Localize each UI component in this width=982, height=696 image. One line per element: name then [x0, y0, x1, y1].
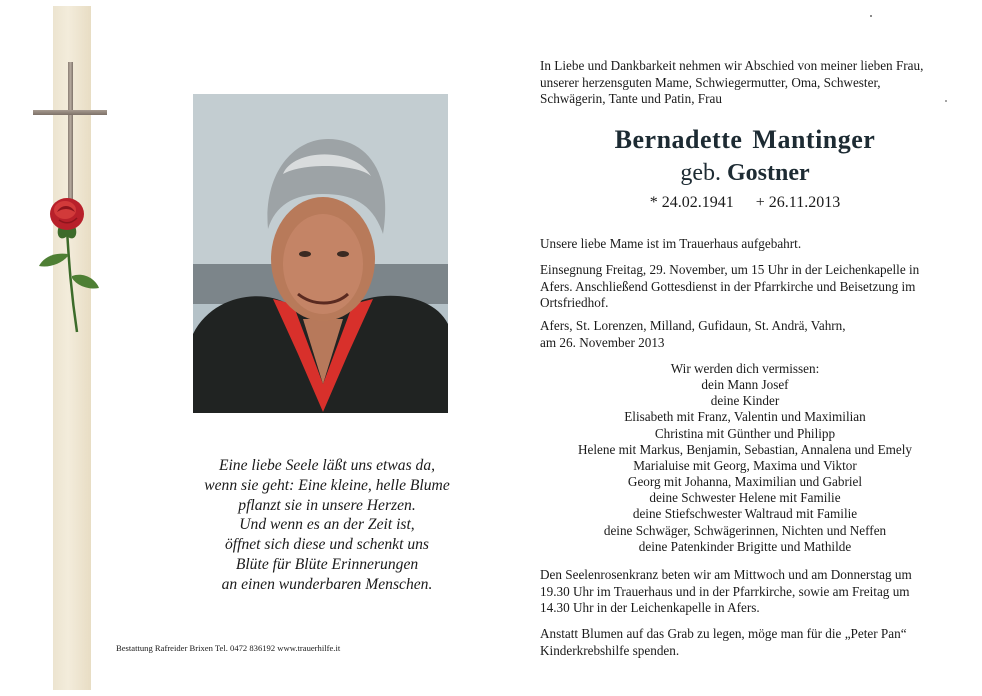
mourner-line: Christina mit Günther und Philipp — [654, 425, 836, 441]
places-date — [540, 318, 950, 351]
mourner-line: Elisabeth mit Franz, Valentin und Maximilian — [624, 409, 866, 425]
rosary-notice — [540, 567, 950, 617]
scan-speck — [945, 100, 947, 102]
rosary-line: 14.30 Uhr in der Leichenkapelle in Afers. — [540, 600, 760, 616]
mourners-list — [540, 361, 950, 555]
maiden-name — [540, 160, 950, 187]
date-line: am 26. November 2013 — [540, 334, 665, 350]
poem-line: Blüte für Blüte Erinnerungen — [235, 555, 419, 573]
blessing-line: Ortsfriedhof. — [540, 295, 609, 311]
intro-line: Schwägerin, Tante und Patin, Frau — [540, 91, 722, 107]
intro-line: In Liebe und Dankbarkeit nehmen wir Abschied von meiner lieben Frau, — [540, 58, 924, 73]
laid-out-notice: Unsere liebe Mame ist im Trauerhaus aufgebahrt. — [540, 236, 802, 251]
blessing-notice — [540, 262, 950, 312]
birth-date: * 24.02.1941 — [649, 194, 734, 211]
poem-line: an einen wunderbaren Menschen. — [221, 575, 433, 593]
poem — [182, 456, 472, 595]
mourner-line: deine Stiefschwester Waltraud mit Familie — [632, 506, 858, 522]
mourner-line: Georg mit Johanna, Maximilian und Gabriel — [627, 474, 863, 490]
life-dates — [540, 194, 950, 212]
donation-line: Anstatt Blumen auf das Grab zu legen, möge man für die „Peter Pan“ — [540, 626, 907, 641]
blessing-line: Afers. Anschließend Gottesdienst in der Pfarrkirche und Beisetzung im — [540, 278, 916, 294]
poem-line: Und wenn es an der Zeit ist, — [239, 516, 415, 534]
intro-line: unserer herzensguten Mame, Schwiegermutter, Oma, Schwester, — [540, 74, 881, 90]
poem-line: öffnet sich diese und schenkt uns — [225, 536, 429, 554]
scan-speck — [870, 15, 872, 17]
blessing-line: Einsegnung Freitag, 29. November, um 15 Uhr in der Leichenkapelle in — [540, 262, 920, 277]
rosary-line: 19.30 Uhr im Trauerhaus und in der Pfarrkirche, sowie am Freitag um — [540, 583, 910, 599]
mourner-line: deine Schwäger, Schwägerinnen, Nichten und Neffen — [603, 522, 887, 538]
mourner-line: deine Kinder — [710, 393, 780, 409]
portrait-photo — [193, 94, 448, 413]
last-name: Mantinger — [752, 125, 876, 154]
mourner-line: Helene mit Markus, Benjamin, Sebastian, Annalena und Emely — [577, 441, 912, 457]
mourner-line: deine Patenkinder Brigitte und Mathilde — [638, 538, 852, 554]
poem-line: Eine liebe Seele läßt uns etwas da, — [218, 457, 436, 474]
donation-line: Kinderkrebshilfe spenden. — [540, 642, 680, 658]
mourner-line: dein Mann Josef — [701, 377, 789, 393]
donation-notice — [540, 626, 950, 659]
poem-line: wenn sie geht: Eine kleine, helle Blume — [204, 476, 450, 494]
maiden-prefix: geb. — [680, 160, 721, 186]
mourner-line: Wir werden dich vermissen: — [670, 361, 820, 376]
intro-text — [540, 58, 950, 108]
funeral-home-footer: Bestattung Rafreider Brixen Tel. 0472 836192 www.trauerhilfe.it — [116, 643, 341, 653]
death-date: + 26.11.2013 — [755, 194, 841, 211]
red-rose-icon — [35, 192, 105, 334]
first-name: Bernadette — [614, 125, 743, 154]
poem-line: pflanzt sie in unsere Herzen. — [238, 496, 416, 514]
mourner-line: Marialuise mit Georg, Maxima und Viktor — [633, 457, 857, 473]
rosary-line: Den Seelenrosenkranz beten wir am Mittwoch und am Donnerstag um — [540, 567, 912, 582]
deceased-name — [540, 125, 950, 155]
maiden-surname: Gostner — [727, 160, 810, 186]
mourner-line: deine Schwester Helene mit Familie — [649, 490, 841, 506]
places-line: Afers, St. Lorenzen, Milland, Gufidaun, St. Andrä, Vahrn, — [540, 318, 846, 333]
